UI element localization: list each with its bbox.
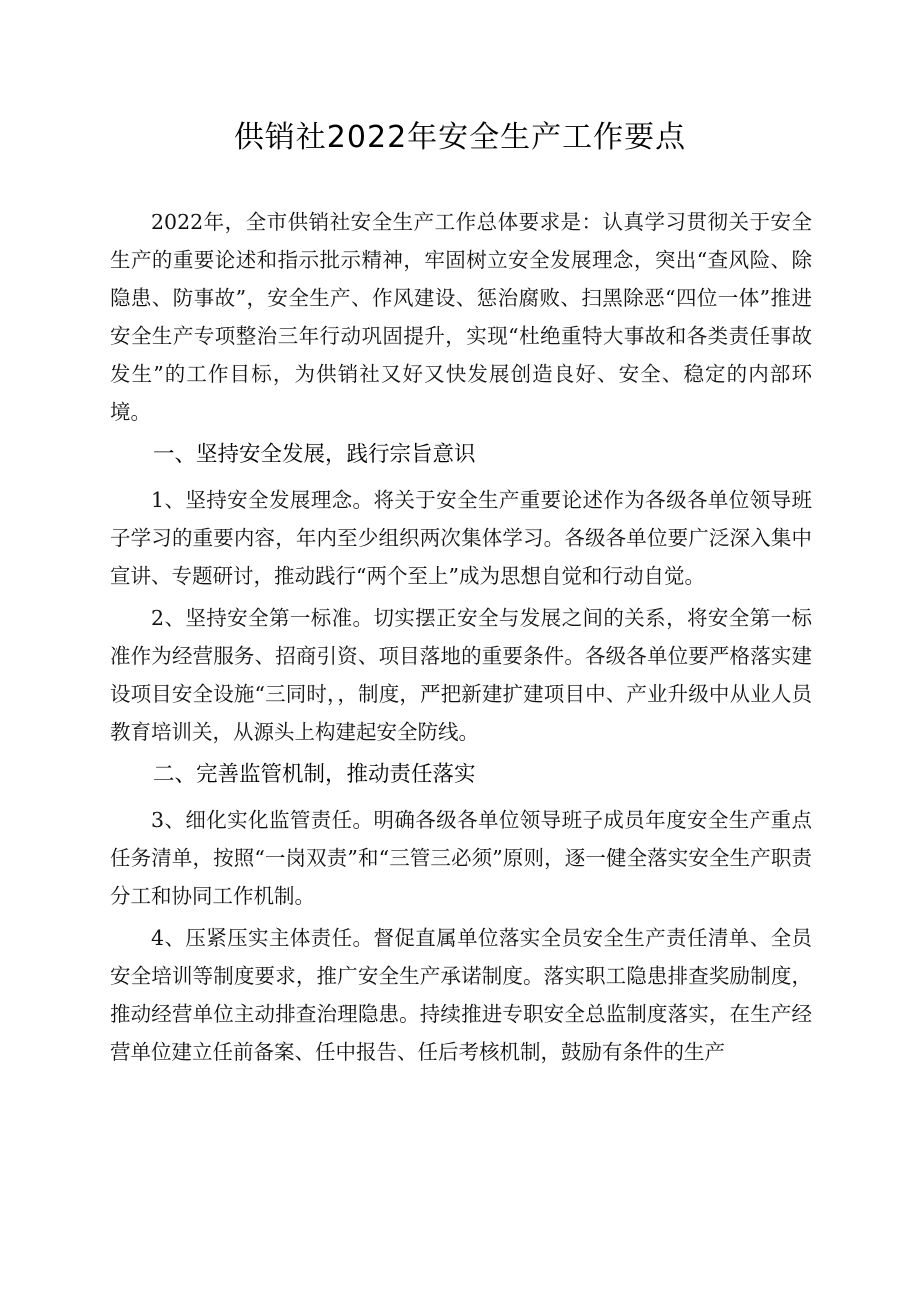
document-body	[110, 203, 812, 1075]
paragraph-1: 1、坚持安全发展理念。将关于安全生产重要论述作为各级各单位领导班子学习的重要内容，年内至少组织两次集体学习。各级各单位要广泛深入集中宣讲、专题研讨，推动践行“两个至上”成为思想自觉和行动自觉。	[110, 488, 812, 588]
paragraph-2: 2、坚持安全第一标准。切实摆正安全与发展之间的关系，将安全第一标准作为经营服务、招商引资、项目落地的重要条件。各级各单位要严格落实建设项目安全设施“三同时，，制度，严把新建扩建项目中、产业升级中从业人员教育培训关，从源头上构建起安全防线。	[110, 606, 812, 744]
intro-paragraph: 2022年，全市供销社安全生产工作总体要求是：认真学习贯彻关于安全生产的重要论述和指示批示精神，牢固树立安全发展理念，突出“查风险、除隐患、防事故”，安全生产、作风建设、惩治腐败、扫黑除恶“四位一体”推进安全生产专项整治三年行动巩固提升，实现“杜绝重特大事故和各类责任事故发生”的工作目标，为供销社又好又快发展创造良好、安全、稳定的内部环境。	[110, 210, 812, 424]
section-heading-2: 二、完善监管机制，推动责任落实	[153, 762, 476, 787]
document-title: 供销社2022年安全生产工作要点	[233, 120, 687, 155]
section-heading-1: 一、坚持安全发展，践行宗旨意识	[153, 442, 476, 467]
paragraph-3: 3、细化实化监管责任。明确各级各单位领导班子成员年度安全生产重点任务清单，按照“一岗双责”和“三管三必须”原则，逐一健全落实安全生产职责分工和协同工作机制。	[110, 808, 812, 908]
paragraph-4: 4、压紧压实主体责任。督促直属单位落实全员安全生产责任清单、全员安全培训等制度要求，推广安全生产承诺制度。落实职工隐患排查奖励制度，推动经营单位主动排查治理隐患。持续推进专职安全总监制度落实，在生产经营单位建立任前备案、任中报告、任后考核机制，鼓励有条件的生产	[110, 926, 812, 1064]
